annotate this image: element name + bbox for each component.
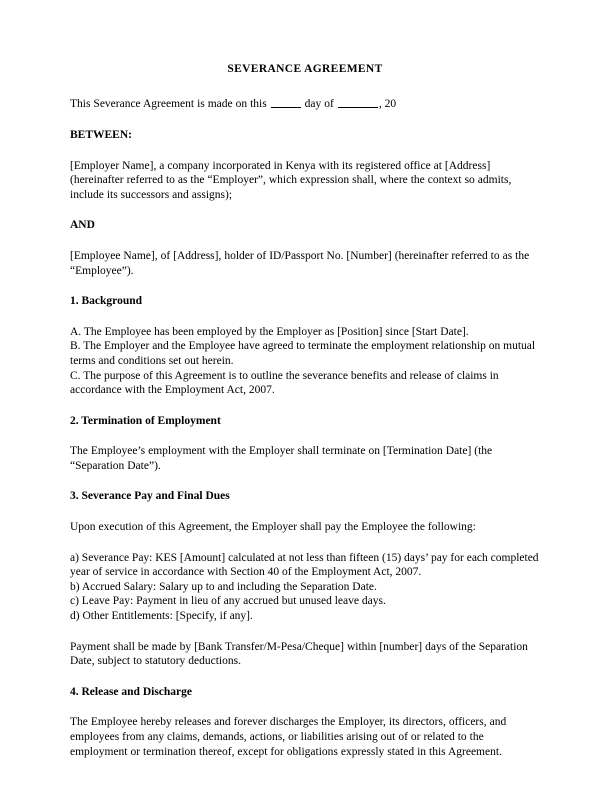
severance-items (70, 551, 540, 624)
date-line-suffix: , 20 (378, 98, 397, 111)
section-heading-background: 1. Background (70, 295, 143, 308)
release-body: The Employee hereby releases and forever discharges the Employer, its directors, officers, and employees from any claims, demands, actions, or liabilities arising out of or related to the employment or termination thereof, except for obligations expressly stated in this Agreement. (70, 716, 507, 758)
employer-party-paragraph: [Employer Name], a company incorporated in Kenya with its registered office at [Address] (hereinafter referred to as the “Employer”, which expression shall, where the context so admits, include its successors and assigns); (70, 159, 512, 201)
severance-lead: Upon execution of this Agreement, the Employer shall pay the Employee the following: (70, 521, 476, 534)
section-heading-severance-pay: 3. Severance Pay and Final Dues (70, 490, 230, 503)
day-blank-field[interactable] (271, 107, 301, 108)
list-item: C. The purpose of this Agreement is to outline the severance benefits and release of claims in accordance with the Employment Act, 2007. (70, 369, 499, 397)
month-blank-field[interactable] (338, 107, 378, 108)
section-heading-release: 4. Release and Discharge (70, 685, 193, 698)
list-item: d) Other Entitlements: [Specify, if any]. (70, 610, 253, 623)
employee-party-paragraph: [Employee Name], of [Address], holder of ID/Passport No. [Number] (hereinafter referred to as the “Employee”). (70, 249, 530, 277)
list-item: a) Severance Pay: KES [Amount] calculated at not less than fifteen (15) days’ pay for each completed year of service in accordance with Section 40 of the Employment Act, 2007. (70, 551, 539, 579)
background-items (70, 325, 540, 398)
list-item: B. The Employer and the Employee have agreed to terminate the employment relationship on mutual terms and conditions set out herein. (70, 340, 536, 367)
date-line-prefix: This Severance Agreement is made on this (70, 98, 267, 111)
list-item: c) Leave Pay: Payment in lieu of any accrued but unused leave days. (70, 595, 386, 608)
termination-body: The Employee’s employment with the Employer shall terminate on [Termination Date] (the “Separation Date”). (70, 445, 493, 472)
agreement-date-line (70, 97, 540, 112)
list-item: A. The Employee has been employed by the Employer as [Position] since [Start Date]. (70, 325, 469, 338)
payment-terms-paragraph: Payment shall be made by [Bank Transfer/M-Pesa/Cheque] within [number] days of the Separation Date, subject to statutory deductions. (70, 640, 528, 668)
and-heading: AND (70, 219, 95, 232)
list-item: b) Accrued Salary: Salary up to and including the Separation Date. (70, 580, 377, 593)
between-heading: BETWEEN: (70, 128, 132, 141)
page-title: SEVERANCE AGREEMENT (227, 63, 383, 75)
section-heading-termination: 2. Termination of Employment (70, 414, 221, 427)
date-line-middle: day of (304, 98, 334, 111)
